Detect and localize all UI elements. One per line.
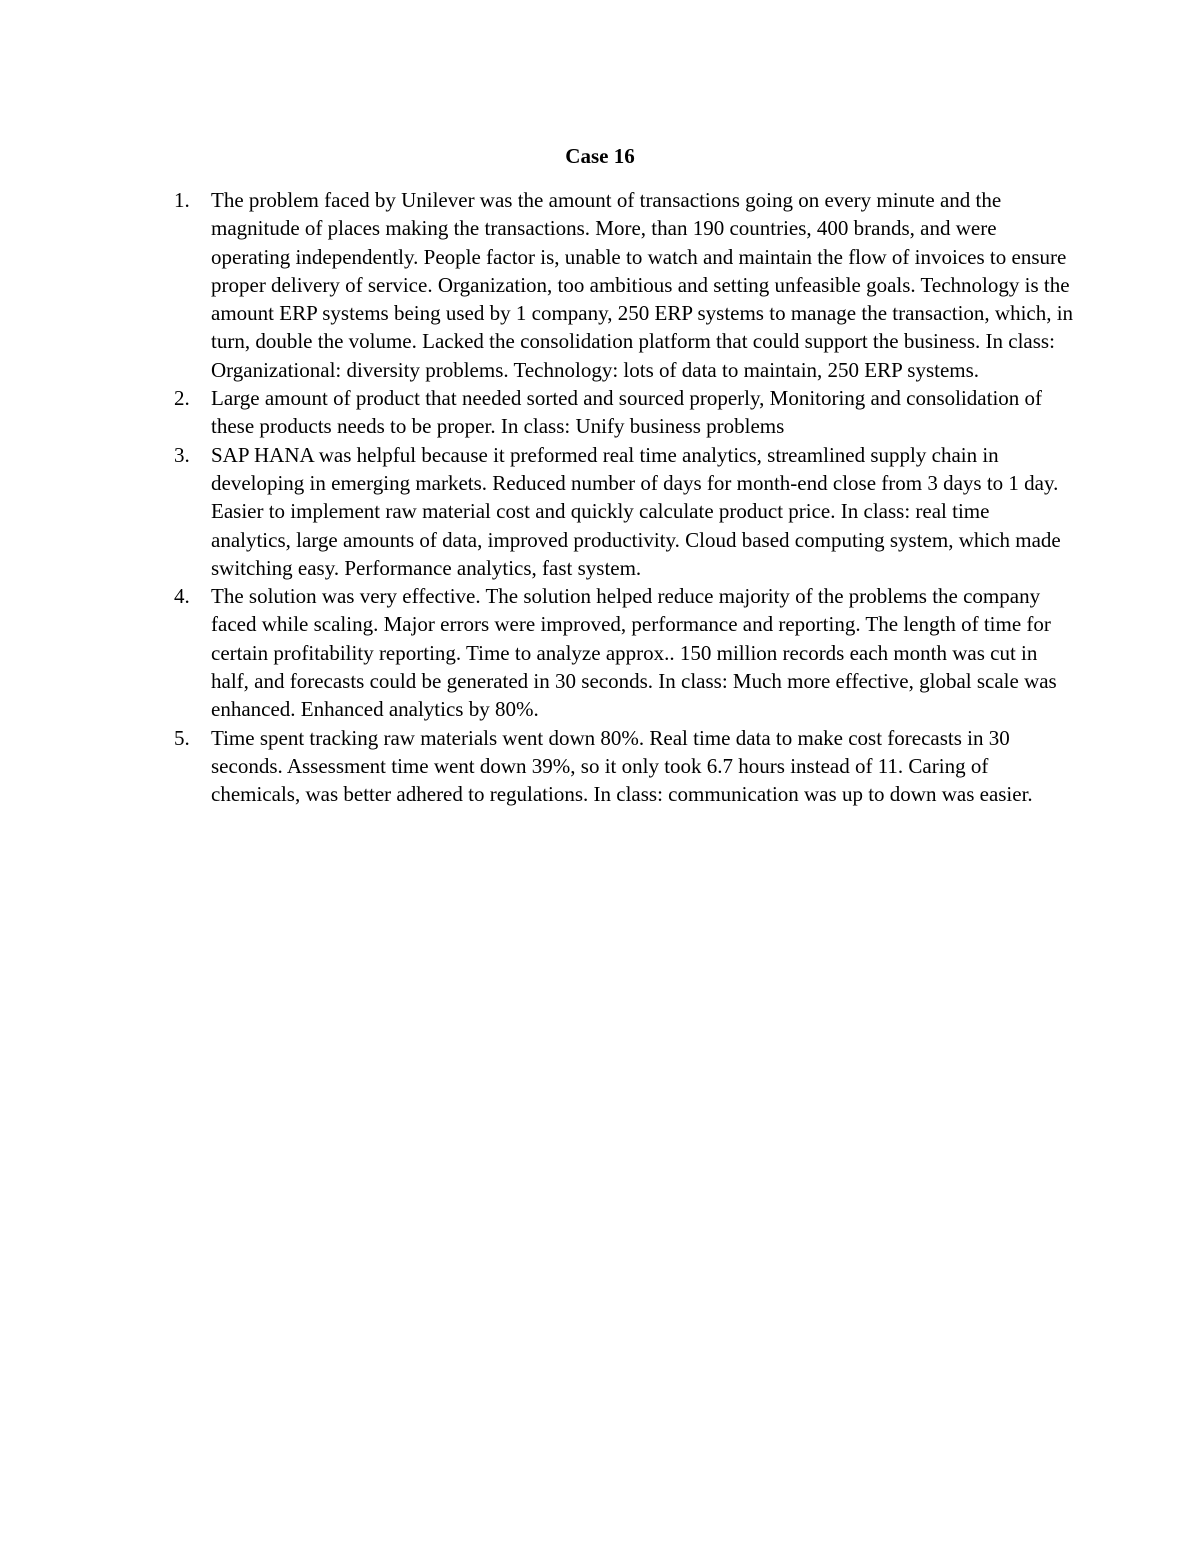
list-item-number: 3. [174, 442, 190, 467]
list-item-number: 4. [174, 584, 190, 609]
list-item-number: 1. [174, 188, 190, 212]
list-item [174, 441, 1074, 582]
list-item-text: Large amount of product that needed sorted and sourced properly, Monitoring and consolidation of these products needs to be proper. In class: Unify business problems [211, 386, 1043, 439]
list-item-text: SAP HANA was helpful because it preformed real time analytics, streamlined supply chain in developing in emerging markets. Reduced number of days for month-end close from 3 days to 1 day. Easier to implement raw material cost and quickly calculate product price. In class: real time analytics, large amounts of data, improved productivity. Cloud based computing system, which made switching easy. Performance analytics, fast system. [211, 442, 1061, 580]
answer-list [174, 186, 1074, 809]
list-item [174, 384, 1074, 441]
list-item [174, 582, 1074, 723]
list-item [174, 724, 1074, 809]
list-item-text: The problem faced by Unilever was the amount of transactions going on every minute and the magnitude of places making the transactions. More, than 190 countries, 400 brands, and were operating independently. People factor is, unable to watch and maintain the flow of invoices to ensure proper delivery of service. Organization, too ambitious and setting unfeasible goals. Technology is the amount ERP systems being used by 1 company, 250 ERP systems to manage the transaction, which, in turn, double the volume. Lacked the consolidation platform that could support the business. In class: Organizational: diversity problems. Technology: lots of data to maintain, 250 ERP systems. [211, 188, 1074, 382]
list-item-text: Time spent tracking raw materials went down 80%. Real time data to make cost forecasts in 30 seconds. Assessment time went down 39%, so it only took 6.7 hours instead of 11. Caring of chemicals, was better adhered to regulations. In class: communication was up to down was easier. [211, 725, 1033, 807]
list-item [174, 186, 1074, 384]
list-item-number: 2. [174, 386, 190, 411]
list-item-number: 5. [174, 725, 190, 750]
document-title: Case 16 [565, 144, 635, 168]
list-item-text: The solution was very effective. The solution helped reduce majority of the problems the company faced while scaling. Major errors were improved, performance and reporting. The length of time for certain profitability reporting. Time to analyze approx.. 150 million records each month was cut in half, and forecasts could be generated in 30 seconds. In class: Much more effective, global scale was enhanced. Enhanced analytics by 80%. [211, 584, 1057, 722]
